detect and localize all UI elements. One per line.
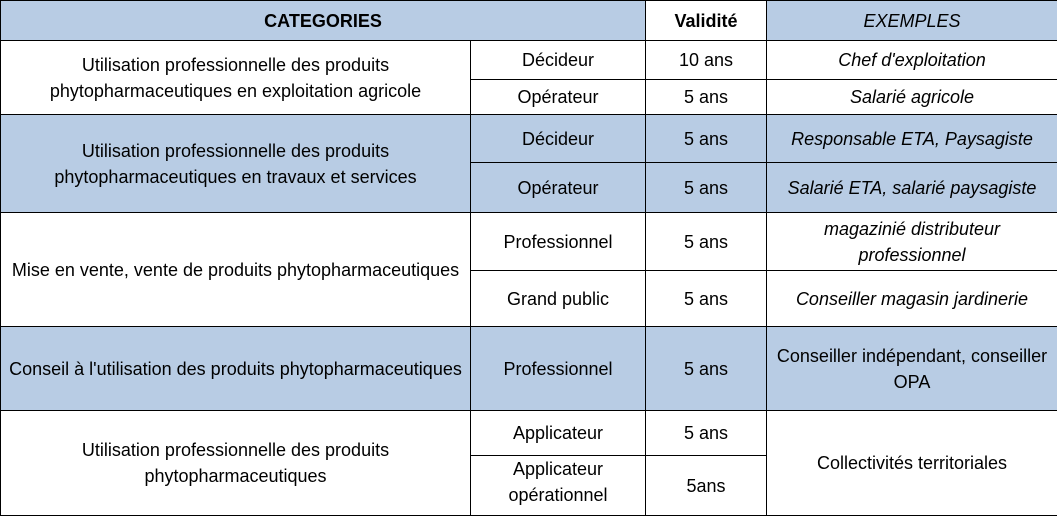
exemple-cell: magazinié distributeur professionnel xyxy=(767,213,1057,271)
type-cell: Opérateur xyxy=(471,163,646,213)
category-cell: Utilisation professionnelle des produits phytopharmaceutiques en exploitation agricole xyxy=(1,41,471,115)
type-cell: Grand public xyxy=(471,271,646,327)
type-cell: Applicateur xyxy=(471,411,646,456)
category-cell: Utilisation professionnelle des produits phytopharmaceutiques xyxy=(1,411,471,516)
exemple-cell: Responsable ETA, Paysagiste xyxy=(767,115,1057,163)
validite-cell: 5 ans xyxy=(646,271,767,327)
validite-cell: 5 ans xyxy=(646,163,767,213)
exemple-cell: Chef d'exploitation xyxy=(767,41,1057,80)
category-cell: Utilisation professionnelle des produits phytopharmaceutiques en travaux et services xyxy=(1,115,471,213)
header-validite: Validité xyxy=(646,1,767,41)
category-cell: Mise en vente, vente de produits phytopharmaceutiques xyxy=(1,213,471,327)
table-row xyxy=(1,41,1057,80)
validite-cell: 5 ans xyxy=(646,327,767,411)
validite-cell: 5 ans xyxy=(646,213,767,271)
table-row xyxy=(1,327,1057,411)
exemple-cell: Collectivités territoriales xyxy=(767,411,1057,516)
header-exemples: EXEMPLES xyxy=(767,1,1057,41)
validite-cell: 5 ans xyxy=(646,411,767,456)
type-cell: Professionnel xyxy=(471,213,646,271)
table-row xyxy=(1,115,1057,163)
exemple-cell: Conseiller magasin jardinerie xyxy=(767,271,1057,327)
type-cell: Professionnel xyxy=(471,327,646,411)
validite-cell: 5 ans xyxy=(646,115,767,163)
exemple-cell: Conseiller indépendant, conseiller OPA xyxy=(767,327,1057,411)
type-cell: Décideur xyxy=(471,41,646,80)
exemple-cell: Salarié ETA, salarié paysagiste xyxy=(767,163,1057,213)
validite-cell: 5ans xyxy=(646,456,767,516)
type-cell: Décideur xyxy=(471,115,646,163)
header-row xyxy=(1,1,1057,41)
validite-cell: 10 ans xyxy=(646,41,767,80)
type-cell: Opérateur xyxy=(471,80,646,115)
exemple-cell: Salarié agricole xyxy=(767,80,1057,115)
table-row xyxy=(1,411,1057,456)
table-row xyxy=(1,213,1057,271)
type-cell: Applicateur opérationnel xyxy=(471,456,646,516)
category-cell: Conseil à l'utilisation des produits phytopharmaceutiques xyxy=(1,327,471,411)
header-categories: CATEGORIES xyxy=(1,1,646,41)
validite-cell: 5 ans xyxy=(646,80,767,115)
